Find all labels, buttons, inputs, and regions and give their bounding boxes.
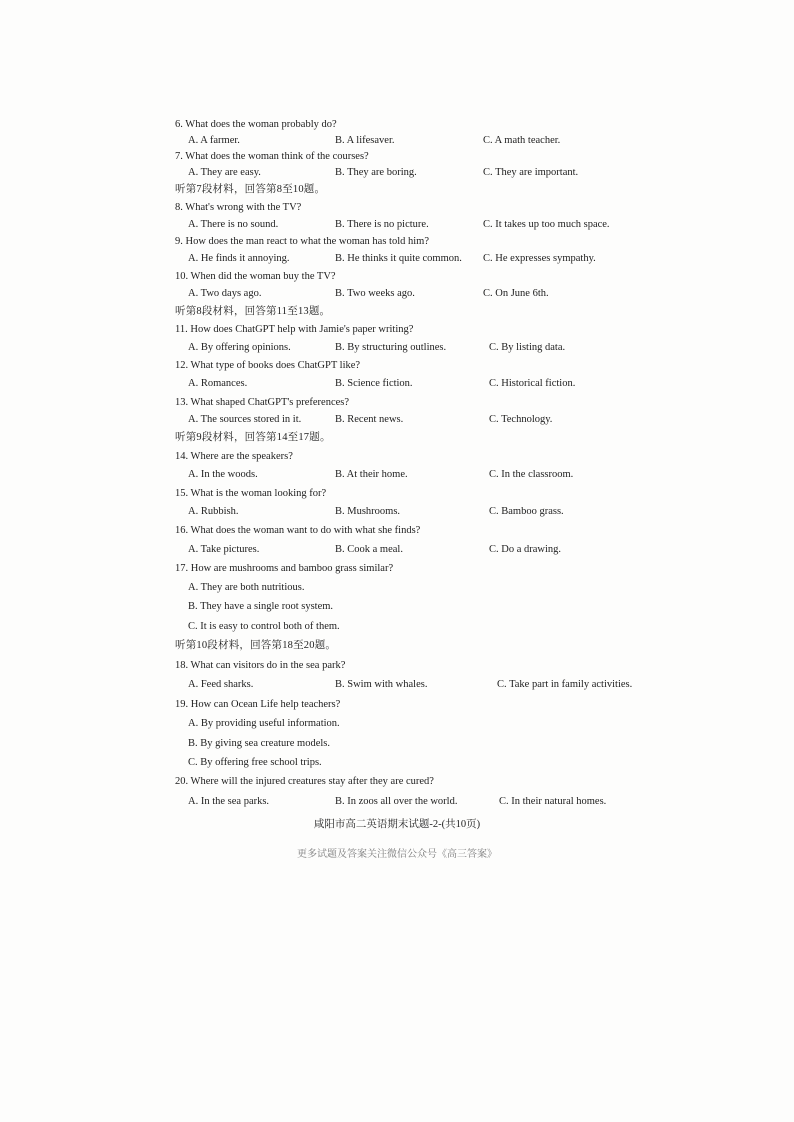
question-text: 10. When did the woman buy the TV? <box>175 271 336 282</box>
option-a: A. There is no sound. <box>188 219 279 230</box>
section-heading <box>0 428 794 447</box>
question-17 <box>0 559 794 578</box>
option-c: C. In the classroom. <box>489 469 574 480</box>
option-b: B. Mushrooms. <box>335 506 401 517</box>
option-b: B. In zoos all over the world. <box>335 796 458 807</box>
options-18 <box>0 675 794 694</box>
option-c: C. In their natural homes. <box>499 796 607 807</box>
option-a: A. Feed sharks. <box>188 679 254 690</box>
option-line <box>0 753 794 772</box>
option-a: A. They are both nutritious. <box>188 582 305 593</box>
question-text: 14. Where are the speakers? <box>175 451 293 462</box>
option-c: C. Bamboo grass. <box>489 506 564 517</box>
question-12 <box>0 356 794 375</box>
option-a: A. By providing useful information. <box>188 718 340 729</box>
section-heading <box>0 636 794 655</box>
question-16 <box>0 521 794 540</box>
option-a: A. Two days ago. <box>188 288 262 299</box>
question-text: 7. What does the woman think of the courses? <box>175 151 369 162</box>
question-20 <box>0 772 794 791</box>
question-text: 18. What can visitors do in the sea park? <box>175 660 346 671</box>
option-a: A. Rubbish. <box>188 506 239 517</box>
option-b: B. There is no picture. <box>335 219 429 230</box>
watermark-text: 更多试题及答案关注微信公众号《高三答案》 <box>297 849 497 860</box>
option-c: C. Historical fiction. <box>489 378 576 389</box>
question-text: 9. How does the man react to what the woman has told him? <box>175 236 429 247</box>
option-b: B. Recent news. <box>335 414 404 425</box>
option-a: A. In the sea parks. <box>188 796 270 807</box>
option-c: C. It takes up too much space. <box>483 219 610 230</box>
option-c: C. Take part in family activities. <box>497 679 633 690</box>
option-a: A. He finds it annoying. <box>188 253 290 264</box>
option-a: A. A farmer. <box>188 135 240 146</box>
question-14 <box>0 447 794 466</box>
question-text: 16. What does the woman want to do with what she finds? <box>175 525 421 536</box>
options-10 <box>0 284 794 303</box>
option-a: A. Romances. <box>188 378 248 389</box>
option-b: B. Cook a meal. <box>335 544 403 555</box>
question-text: 17. How are mushrooms and bamboo grass similar? <box>175 563 394 574</box>
option-line <box>0 578 794 597</box>
option-line <box>0 597 794 616</box>
option-b: B. Swim with whales. <box>335 679 428 690</box>
option-a: A. In the woods. <box>188 469 258 480</box>
section-text: 听第7段材料，回答第8至10题。 <box>175 184 326 195</box>
option-b: B. They have a single root system. <box>188 601 334 612</box>
options-12 <box>0 374 794 393</box>
option-b: B. By structuring outlines. <box>335 342 447 353</box>
options-15 <box>0 502 794 521</box>
options-11 <box>0 338 794 357</box>
option-c: C. It is easy to control both of them. <box>188 621 340 632</box>
option-b: B. They are boring. <box>335 167 417 178</box>
option-b: B. He thinks it quite common. <box>335 253 462 264</box>
page-footer: 咸阳市高二英语期末试题-2-(共10页) <box>313 819 481 830</box>
option-a: A. By offering opinions. <box>188 342 291 353</box>
option-line <box>0 617 794 636</box>
option-c: C. Technology. <box>489 414 553 425</box>
question-text: 15. What is the woman looking for? <box>175 488 327 499</box>
option-c: C. By offering free school trips. <box>188 757 322 768</box>
question-text: 8. What's wrong with the TV? <box>175 202 302 213</box>
question-11 <box>0 320 794 339</box>
question-18 <box>0 656 794 675</box>
option-c: C. He expresses sympathy. <box>483 253 596 264</box>
option-b: B. By giving sea creature models. <box>188 738 331 749</box>
question-text: 6. What does the woman probably do? <box>175 119 337 130</box>
option-a: A. The sources stored in it. <box>188 414 302 425</box>
section-text: 听第10段材料，回答第18至20题。 <box>175 640 337 651</box>
option-b: B. At their home. <box>335 469 408 480</box>
question-text: 13. What shaped ChatGPT's preferences? <box>175 397 350 408</box>
option-b: B. A lifesaver. <box>335 135 395 146</box>
question-19 <box>0 695 794 714</box>
section-heading <box>0 180 794 199</box>
options-9 <box>0 249 794 268</box>
option-line <box>0 714 794 733</box>
option-line <box>0 734 794 753</box>
options-16 <box>0 540 794 559</box>
option-c: C. On June 6th. <box>483 288 549 299</box>
option-b: B. Science fiction. <box>335 378 413 389</box>
options-13 <box>0 410 794 429</box>
option-c: C. They are important. <box>483 167 579 178</box>
question-text: 11. How does ChatGPT help with Jamie's paper writing? <box>175 324 414 335</box>
question-15 <box>0 484 794 503</box>
options-20 <box>0 792 794 811</box>
section-text: 听第8段材料，回答第11至13题。 <box>175 306 331 317</box>
option-a: A. They are easy. <box>188 167 261 178</box>
option-b: B. Two weeks ago. <box>335 288 415 299</box>
question-text: 12. What type of books does ChatGPT like? <box>175 360 361 371</box>
section-text: 听第9段材料，回答第14至17题。 <box>175 432 331 443</box>
option-c: C. Do a drawing. <box>489 544 562 555</box>
option-c: C. By listing data. <box>489 342 566 353</box>
section-heading <box>0 302 794 321</box>
option-a: A. Take pictures. <box>188 544 260 555</box>
question-text: 20. Where will the injured creatures stay after they are cured? <box>175 776 434 787</box>
options-14 <box>0 465 794 484</box>
question-text: 19. How can Ocean Life help teachers? <box>175 699 341 710</box>
option-c: C. A math teacher. <box>483 135 561 146</box>
